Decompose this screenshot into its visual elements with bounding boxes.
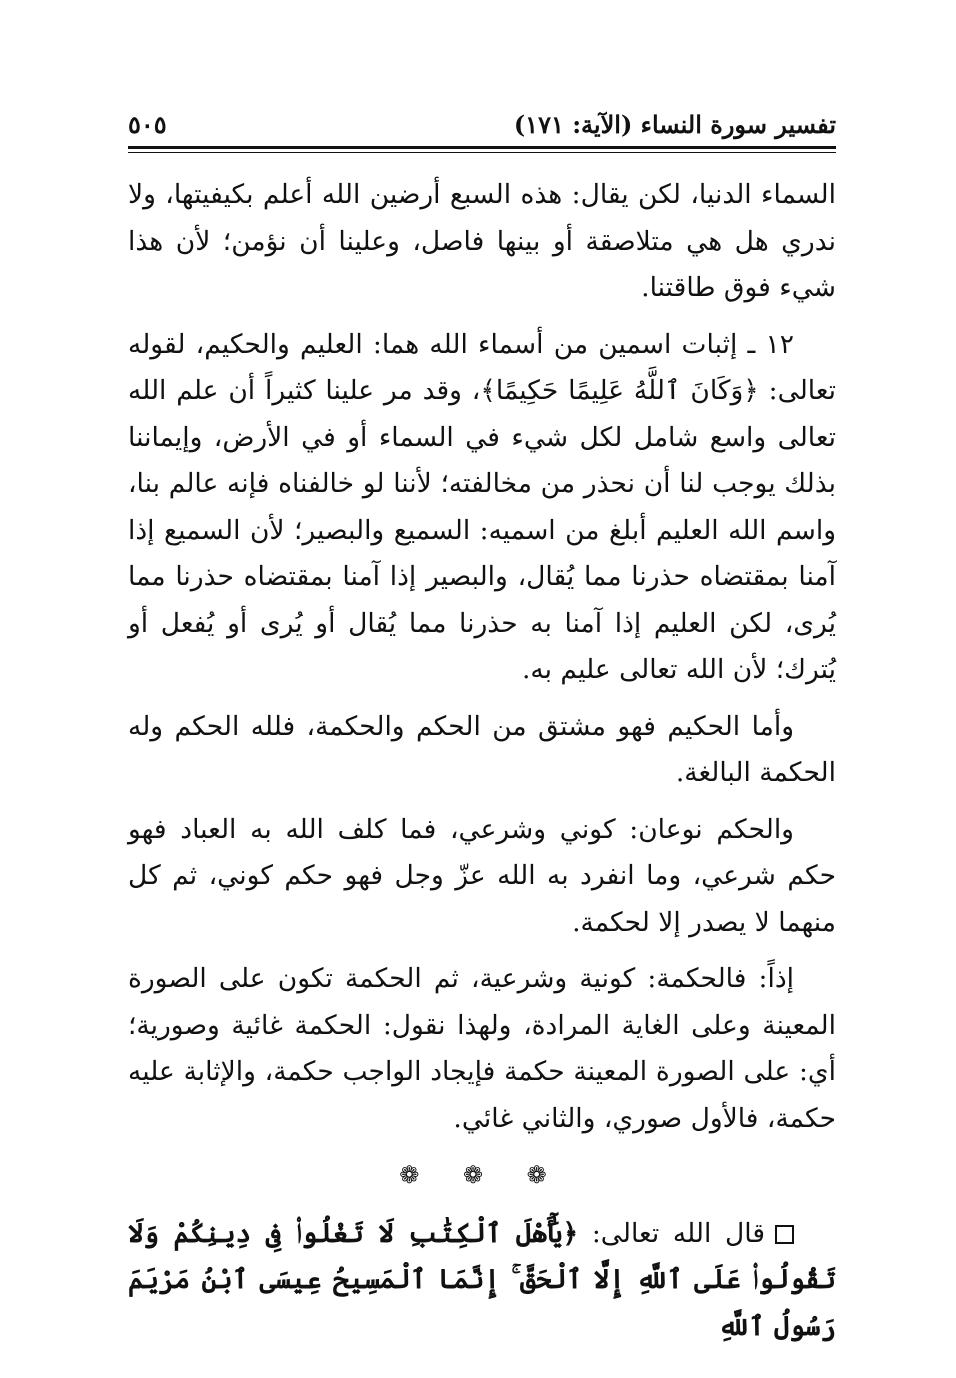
quran-verse: ﴿يَٰٓأَهْلَ ٱلْكِتَٰبِ لَا تَغْلُوا۟ فِى دِينِكُمْ وَلَا تَقُولُوا۟ عَلَى ٱللَّهِ إِلَّا ٱلْحَقَّ ۚ إِنَّمَا ٱلْمَسِيحُ عِيسَى ٱبْنُ مَرْيَمَ رَسُولُ ٱللَّهِ xyxy=(128,1217,836,1342)
paragraph: والحكم نوعان: كوني وشرعي، فما كلف الله به العباد فهو حكم شرعي، وما انفرد به الله عزّ وجل فهو حكم كوني، ثم كل منهما لا يصدر إلا لحكمة. xyxy=(128,813,836,938)
body-text xyxy=(128,172,836,1360)
paragraph: السماء الدنيا، لكن يقال: هذه السبع أرضين الله أعلم بكيفيتها، ولا ندري هل هي متلاصقة أو بينها فاصل، وعلينا أن نؤمن؛ لأن هذا شيء فوق طاقتنا. xyxy=(128,179,836,303)
paragraph: إذاً: فالحكمة: كونية وشرعية، ثم الحكمة تكون على الصورة المعينة وعلى الغاية المرادة، ولهذا نقول: الحكمة غائية وصورية؛ أي: على الصورة المعينة حكمة فإيجاد الواجب حكمة، والإثابة عليه حكمة، فالأول صوري، والثاني غائي. xyxy=(128,963,836,1134)
running-title: تفسير سورة النساء (الآية: ١٧١) xyxy=(513,109,836,139)
paragraph: ١٢ ـ إثبات اسمين من أسماء الله هما: العليم والحكيم، لقوله تعالى: ﴿وَكَانَ ٱللَّهُ عَلِيمًا حَكِيمًا﴾، وقد مر علينا كثيراً أن علم الله تعالى واسع شامل لكل شيء في السماء أو في الأرض، وإيماننا بذلك يوجب لنا أن نحذر من مخالفته؛ لأننا لو خالفناه فإنه عالم بنا، واسم الله العليم أبلغ من اسميه: السميع والبصير؛ لأن السميع إذا آمنا بمقتضاه حذرنا مما يُقال، والبصير إذا آمنا بمقتضاه حذرنا مما يُرى، لكن العليم إذا آمنا به حذرنا مما يُقال أو يُرى أو يُفعل أو يُترك؛ لأن الله تعالى عليم به. xyxy=(128,328,836,685)
verse-paragraph xyxy=(128,1211,836,1351)
square-bullet-icon xyxy=(775,1225,794,1244)
verse-intro: قال الله تعالى: xyxy=(591,1217,765,1249)
page-header xyxy=(128,104,836,144)
page-number: ٥٠٥ xyxy=(128,109,167,139)
header-rule-thick xyxy=(128,146,836,149)
paragraph: وأما الحكيم فهو مشتق من الحكم والحكمة، فلله الحكم وله الحكمة البالغة. xyxy=(128,710,836,788)
header-rule-thin xyxy=(128,152,836,153)
section-separator: ❁ ❁ ❁ xyxy=(399,1161,565,1189)
